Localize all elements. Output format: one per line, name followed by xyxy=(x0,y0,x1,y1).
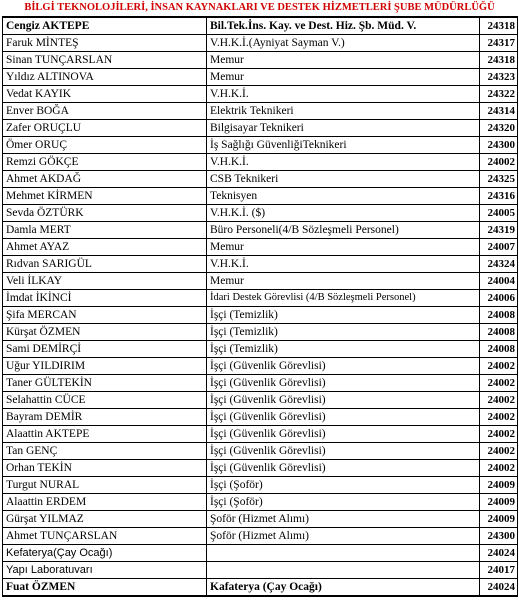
job-title-cell: Teknisyen xyxy=(207,188,480,205)
staff-name-cell: Ahmet AKDAĞ xyxy=(3,171,207,188)
job-title-cell: İşçi (Güvenlik Görevlisi) xyxy=(207,426,480,443)
staff-name-cell: Damla MERT xyxy=(3,222,207,239)
table-row[interactable] xyxy=(3,17,518,35)
table-row[interactable] xyxy=(3,222,518,239)
job-title-cell: Memur xyxy=(207,69,480,86)
staff-name-cell: Ahmet TUNÇARSLAN xyxy=(3,528,207,545)
job-title-cell: Kafaterya (Çay Ocağı) xyxy=(207,579,480,597)
phone-extension-cell: 24009 xyxy=(480,477,518,494)
phone-extension-cell: 24325 xyxy=(480,171,518,188)
phone-extension-cell: 24318 xyxy=(480,17,518,35)
job-title-cell: Büro Personeli(4/B Sözleşmeli Personel) xyxy=(207,222,480,239)
phone-extension-cell: 24324 xyxy=(480,256,518,273)
table-row[interactable] xyxy=(3,494,518,511)
staff-name-cell: İmdat İKİNCİ xyxy=(3,290,207,307)
table-row[interactable] xyxy=(3,324,518,341)
staff-name-cell: Gürşat YILMAZ xyxy=(3,511,207,528)
phone-extension-cell: 24008 xyxy=(480,324,518,341)
table-row[interactable] xyxy=(3,273,518,290)
phone-extension-cell: 24009 xyxy=(480,511,518,528)
staff-name-cell: Selahattin CÜCE xyxy=(3,392,207,409)
table-row[interactable] xyxy=(3,120,518,137)
table-row[interactable] xyxy=(3,358,518,375)
table-row[interactable] xyxy=(3,103,518,120)
phone-extension-cell: 24319 xyxy=(480,222,518,239)
table-row[interactable] xyxy=(3,392,518,409)
page-title: BİLGİ TEKNOLOJİLERİ, İNSAN KAYNAKLARI VE DESTEK HİZMETLERİ ŞUBE MÜDÜRLÜĞÜ xyxy=(24,2,495,13)
staff-name-cell: Yapı Laboratuvarı xyxy=(3,562,207,579)
job-title-cell: İşçi (Güvenlik Görevlisi) xyxy=(207,358,480,375)
staff-name-cell: Alaattin ERDEM xyxy=(3,494,207,511)
job-title-cell: V.H.K.İ.(Ayniyat Sayman V.) xyxy=(207,35,480,52)
job-title-cell: Elektrik Teknikeri xyxy=(207,103,480,120)
phone-extension-cell: 24318 xyxy=(480,52,518,69)
table-row[interactable] xyxy=(3,205,518,222)
phone-extension-cell: 24320 xyxy=(480,120,518,137)
phone-extension-cell: 24002 xyxy=(480,358,518,375)
staff-name-cell: Sinan TUNÇARSLAN xyxy=(3,52,207,69)
phone-extension-cell: 24002 xyxy=(480,375,518,392)
staff-name-cell: Cengiz AKTEPE xyxy=(3,17,207,35)
staff-name-cell: Kürşat ÖZMEN xyxy=(3,324,207,341)
phone-extension-cell: 24317 xyxy=(480,35,518,52)
phone-extension-cell: 24009 xyxy=(480,494,518,511)
job-title-cell: Şoför (Hizmet Alımı) xyxy=(207,511,480,528)
phone-extension-cell: 24017 xyxy=(480,562,518,579)
phone-extension-cell: 24008 xyxy=(480,307,518,324)
phone-extension-cell: 24006 xyxy=(480,290,518,307)
table-row[interactable] xyxy=(3,69,518,86)
phone-extension-cell: 24007 xyxy=(480,239,518,256)
job-title-cell: İşçi (Şoför) xyxy=(207,477,480,494)
staff-name-cell: Taner GÜLTEKİN xyxy=(3,375,207,392)
table-row[interactable] xyxy=(3,137,518,154)
phone-extension-cell: 24002 xyxy=(480,426,518,443)
table-row[interactable] xyxy=(3,154,518,171)
staff-name-cell: Sami DEMİRÇİ xyxy=(3,341,207,358)
job-title-cell: V.H.K.İ. ($) xyxy=(207,205,480,222)
phone-extension-cell: 24002 xyxy=(480,409,518,426)
table-row[interactable] xyxy=(3,341,518,358)
table-row[interactable] xyxy=(3,239,518,256)
table-row[interactable] xyxy=(3,545,518,562)
table-row[interactable] xyxy=(3,562,518,579)
staff-name-cell: Sevda ÖZTÜRK xyxy=(3,205,207,222)
staff-name-cell: Zafer ORUÇLU xyxy=(3,120,207,137)
job-title-cell: V.H.K.İ. xyxy=(207,86,480,103)
job-title-cell: İşçi (Güvenlik Görevlisi) xyxy=(207,375,480,392)
job-title-cell: V.H.K.İ. xyxy=(207,256,480,273)
job-title-cell: Bilgisayar Teknikeri xyxy=(207,120,480,137)
phone-extension-cell: 24314 xyxy=(480,103,518,120)
phone-extension-cell: 24005 xyxy=(480,205,518,222)
phone-extension-cell: 24002 xyxy=(480,154,518,171)
job-title-cell: Memur xyxy=(207,273,480,290)
staff-name-cell: Bayram DEMİR xyxy=(3,409,207,426)
phone-extension-cell: 24002 xyxy=(480,443,518,460)
staff-name-cell: Ahmet AYAZ xyxy=(3,239,207,256)
job-title-cell: CSB Teknikeri xyxy=(207,171,480,188)
job-title-cell xyxy=(207,562,480,579)
job-title-cell: İdari Destek Görevlisi (4/B Sözleşmeli Personel) xyxy=(207,290,480,307)
staff-name-cell: Yıldız ALTINOVA xyxy=(3,69,207,86)
phone-extension-cell: 24002 xyxy=(480,392,518,409)
staff-name-cell: Remzi GÖKÇE xyxy=(3,154,207,171)
job-title-cell: İşçi (Güvenlik Görevlisi) xyxy=(207,392,480,409)
staff-name-cell: Alaattin AKTEPE xyxy=(3,426,207,443)
table-row[interactable] xyxy=(3,443,518,460)
job-title-cell: Bil.Tek.İns. Kay. ve Dest. Hiz. Şb. Müd. V. xyxy=(207,17,480,35)
table-row[interactable] xyxy=(3,511,518,528)
table-row[interactable] xyxy=(3,188,518,205)
phone-extension-cell: 24323 xyxy=(480,69,518,86)
job-title-cell: V.H.K.İ. xyxy=(207,154,480,171)
staff-name-cell: Faruk MİNTEŞ xyxy=(3,35,207,52)
table-row[interactable] xyxy=(3,528,518,545)
job-title-cell: İşçi (Güvenlik Görevlisi) xyxy=(207,409,480,426)
table-row[interactable] xyxy=(3,35,518,52)
staff-name-cell: Ömer ORUÇ xyxy=(3,137,207,154)
table-row[interactable] xyxy=(3,477,518,494)
phone-extension-cell: 24024 xyxy=(480,579,518,597)
job-title-cell: İşçi (Temizlik) xyxy=(207,324,480,341)
staff-table xyxy=(2,16,518,597)
phone-extension-cell: 24300 xyxy=(480,528,518,545)
phone-extension-cell: 24316 xyxy=(480,188,518,205)
table-row[interactable] xyxy=(3,579,518,597)
job-title-cell: İşçi (Güvenlik Görevlisi) xyxy=(207,443,480,460)
staff-name-cell: Turgut NURAL xyxy=(3,477,207,494)
table-row[interactable] xyxy=(3,52,518,69)
table-row[interactable] xyxy=(3,86,518,103)
job-title-cell: İş Sağlığı GüvenliğiTeknikeri xyxy=(207,137,480,154)
staff-name-cell: Rıdvan SARIGÜL xyxy=(3,256,207,273)
phone-extension-cell: 24300 xyxy=(480,137,518,154)
job-title-cell: İşçi (Temizlik) xyxy=(207,341,480,358)
staff-name-cell: Vedat KAYIK xyxy=(3,86,207,103)
job-title-cell: İşçi (Güvenlik Görevlisi) xyxy=(207,460,480,477)
job-title-cell: Memur xyxy=(207,239,480,256)
table-row[interactable] xyxy=(3,426,518,443)
table-row[interactable] xyxy=(3,409,518,426)
staff-name-cell: Enver BOĞA xyxy=(3,103,207,120)
table-row[interactable] xyxy=(3,290,518,307)
staff-name-cell: Fuat ÖZMEN xyxy=(3,579,207,597)
table-row[interactable] xyxy=(3,171,518,188)
job-title-cell: Şoför (Hizmet Alımı) xyxy=(207,528,480,545)
staff-name-cell: Şifa MERCAN xyxy=(3,307,207,324)
staff-name-cell: Mehmet KİRMEN xyxy=(3,188,207,205)
phone-extension-cell: 24024 xyxy=(480,545,518,562)
job-title-cell xyxy=(207,545,480,562)
phone-extension-cell: 24322 xyxy=(480,86,518,103)
job-title-cell: İşçi (Şoför) xyxy=(207,494,480,511)
phone-extension-cell: 24008 xyxy=(480,341,518,358)
table-row[interactable] xyxy=(3,460,518,477)
table-row[interactable] xyxy=(3,375,518,392)
staff-name-cell: Tan GENÇ xyxy=(3,443,207,460)
table-row[interactable] xyxy=(3,307,518,324)
phone-extension-cell: 24002 xyxy=(480,460,518,477)
job-title-cell: İşçi (Temizlik) xyxy=(207,307,480,324)
staff-name-cell: Uğur YILDIRIM xyxy=(3,358,207,375)
job-title-cell: Memur xyxy=(207,52,480,69)
staff-name-cell: Orhan TEKİN xyxy=(3,460,207,477)
staff-name-cell: Veli İLKAY xyxy=(3,273,207,290)
staff-name-cell: Kefaterya(Çay Ocağı) xyxy=(3,545,207,562)
table-row[interactable] xyxy=(3,256,518,273)
phone-extension-cell: 24004 xyxy=(480,273,518,290)
